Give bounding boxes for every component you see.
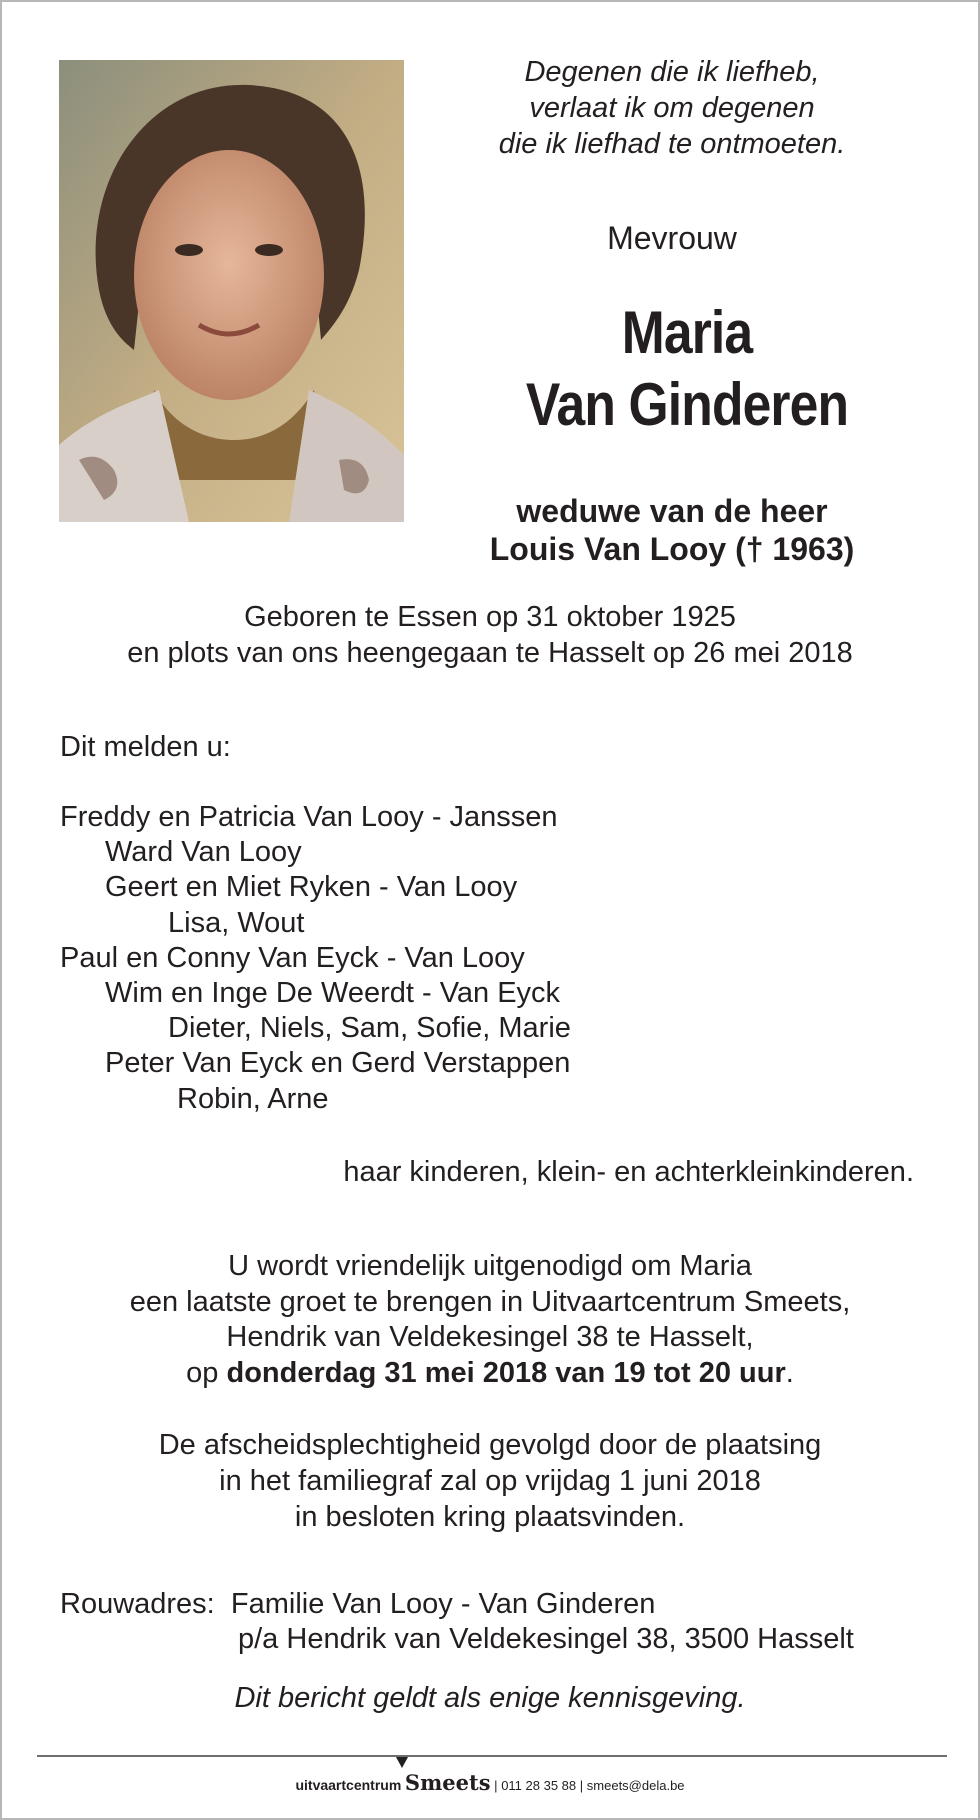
invite-line: U wordt vriendelijk uitgenodigd om Maria <box>228 1250 752 1282</box>
invite-date-pre: op <box>186 1356 219 1389</box>
address-label: Rouwadres: <box>60 1588 215 1620</box>
family-member: Lisa, Wout <box>168 906 305 939</box>
invite-date: donderdag 31 mei 2018 van 19 tot 20 uur <box>226 1356 786 1389</box>
address-line <box>60 1587 854 1622</box>
footer-divider <box>37 1755 947 1757</box>
funeral-home-logo: Smeets <box>404 1770 491 1795</box>
ceremony-line: in het familiegraf zal op vrijdag 1 juni 2018 <box>219 1465 761 1497</box>
footer-phone: 011 28 35 88 <box>501 1778 577 1793</box>
triangle-marker-icon <box>396 1757 408 1768</box>
family-list <box>60 800 571 1117</box>
relation-line: haar kinderen, klein- en achterkleinkinderen. <box>343 1156 914 1188</box>
family-member: Wim en Inge De Weerdt - Van Eyck <box>105 976 561 1009</box>
family-member: Ward Van Looy <box>105 836 302 869</box>
invite-date-post: . <box>785 1356 794 1389</box>
ceremony-info <box>42 1427 938 1535</box>
first-name: Maria <box>621 299 753 366</box>
death-line: en plots van ons heengegaan te Hasselt op 26 mei 2018 <box>127 637 853 669</box>
footer-separator: | <box>579 1778 584 1793</box>
invite-line: een laatste groet te brengen in Uitvaartcentrum Smeets, <box>129 1285 851 1318</box>
family-member: Freddy en Patricia Van Looy - Janssen <box>60 801 558 833</box>
family-member: Robin, Arne <box>177 1082 329 1115</box>
family-member: Paul en Conny Van Eyck - Van Looy <box>60 941 525 974</box>
birth-death-info <box>42 599 938 671</box>
ceremony-line: De afscheidsplechtigheid gevolgd door de plaatsing <box>158 1429 822 1461</box>
deceased-name <box>476 297 897 441</box>
ceremony-line: in besloten kring plaatsvinden. <box>294 1501 686 1533</box>
address-family: Familie Van Looy - Van Ginderen <box>230 1588 656 1620</box>
invite-line: Hendrik van Veldekesingel 38 te Hasselt, <box>226 1321 754 1353</box>
family-member: Peter Van Eyck en Gerd Verstappen <box>105 1047 571 1080</box>
birth-line: Geboren te Essen op 31 oktober 1925 <box>244 601 736 633</box>
footer-separator: | <box>494 1778 498 1793</box>
quote-line: die ik liefhad te ontmoeten. <box>498 128 846 160</box>
widow-line: weduwe van de heer <box>516 493 828 529</box>
family-member: Dieter, Niels, Sam, Sofie, Marie <box>168 1012 571 1045</box>
quote-line: verlaat ik om degenen <box>529 92 815 124</box>
spouse-name: Louis Van Looy († 1963) <box>489 531 855 567</box>
announce-heading: Dit melden u: <box>60 731 231 763</box>
invite-date-line <box>42 1356 938 1392</box>
last-name: Van Ginderen <box>525 371 849 438</box>
mourning-address <box>60 1587 854 1657</box>
opening-quote <box>442 54 902 162</box>
quote-line: Degenen die ik liefheb, <box>524 56 820 88</box>
widow-of <box>432 492 912 568</box>
footer-email: smeets@dela.be <box>586 1778 685 1793</box>
honorific: Mevrouw <box>607 220 737 256</box>
portrait-photo <box>59 60 404 522</box>
funeral-home-footer <box>2 1770 978 1795</box>
notice-line: Dit bericht geldt als enige kennisgeving. <box>234 1682 746 1714</box>
address-street: p/a Hendrik van Veldekesingel 38, 3500 Hasselt <box>238 1623 854 1655</box>
family-member: Geert en Miet Ryken - Van Looy <box>105 871 518 904</box>
footer-label: uitvaartcentrum <box>295 1777 402 1793</box>
invitation <box>42 1249 938 1391</box>
